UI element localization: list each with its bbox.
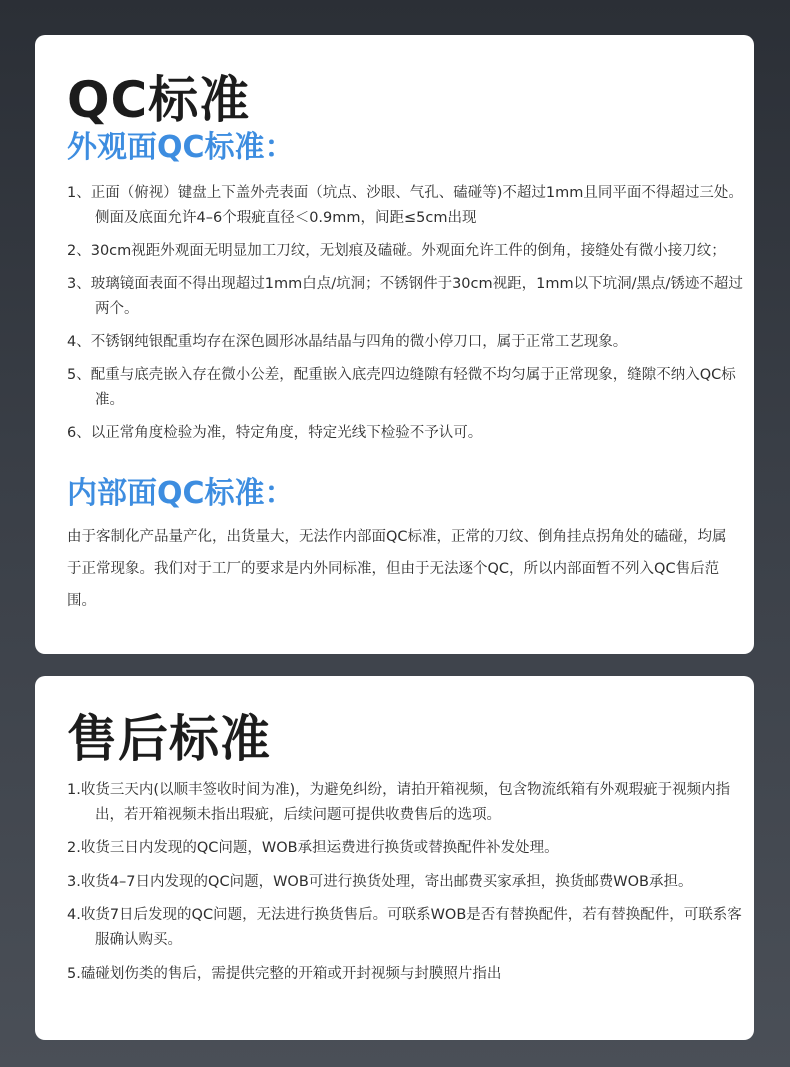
- interior-qc-text: 由于客制化产品量产化，出货量大，无法作内部面QC标准，正常的刀纹、倒角挂点拐角处的磕碰，均属于正常现象。我们对于工厂的要求是内外同标准，但由于无法逐个QC，所以内部面暂不列入QC售后范围。: [67, 529, 727, 609]
- list-item: 5、配重与底壳嵌入存在微小公差，配重嵌入底壳四边缝隙有轻微不均匀属于正常现象，缝隙不纳入QC标准。: [67, 367, 736, 408]
- aftersale-list: [67, 778, 743, 995]
- list-item: 4.收货7日后发现的QC问题，无法进行换货售后。可联系WOB是否有替换配件，若有替换配件，可联系客服确认购买。: [67, 907, 742, 948]
- interior-qc-heading: 内部面QC标准：: [67, 476, 295, 511]
- list-item: 5.磕碰划伤类的售后，需提供完整的开箱或开封视频与封膜照片指出: [67, 966, 502, 982]
- exterior-qc-heading: 外观面QC标准：: [67, 130, 295, 165]
- list-item: 3.收货4–7日内发现的QC问题，WOB可进行换货处理，寄出邮费买家承担，换货邮费WOB承担。: [67, 874, 693, 890]
- list-item: 2、30cm视距外观面无明显加工刀纹，无划痕及磕碰。外观面允许工件的倒角，接缝处有微小接刀纹；: [67, 243, 726, 259]
- qc-standard-card: [35, 35, 754, 654]
- list-item: 6、以正常角度检验为准，特定角度，特定光线下检验不予认可。: [67, 425, 483, 441]
- list-item: 1.收货三天内(以顺丰签收时间为准)，为避免纠纷，请拍开箱视频，包含物流纸箱有外观瑕疵于视频内指出，若开箱视频未指出瑕疵，后续问题可提供收费售后的选项。: [67, 782, 731, 823]
- list-item: 2.收货三日内发现的QC问题，WOB承担运费进行换货或替换配件补发处理。: [67, 840, 559, 856]
- qc-standard-title: QC标准: [67, 71, 251, 129]
- aftersale-standard-title: 售后标准: [67, 710, 271, 768]
- list-item: 3、玻璃镜面表面不得出现超过1mm白点/坑洞；不锈钢件于30cm视距，1mm以下坑洞/黑点/锈迹不超过两个。: [67, 276, 743, 317]
- aftersale-standard-card: [35, 676, 754, 1040]
- list-item: 4、不锈钢纯银配重均存在深色圆形冰晶结晶与四角的微小停刀口，属于正常工艺现象。: [67, 334, 628, 350]
- exterior-qc-list: [67, 181, 743, 454]
- list-item: 1、正面（俯视）键盘上下盖外壳表面（坑点、沙眼、气孔、磕碰等)不超过1mm且同平面不得超过三处。侧面及底面允许4–6个瑕疵直径＜0.9mm，间距≤5cm出现: [67, 185, 743, 226]
